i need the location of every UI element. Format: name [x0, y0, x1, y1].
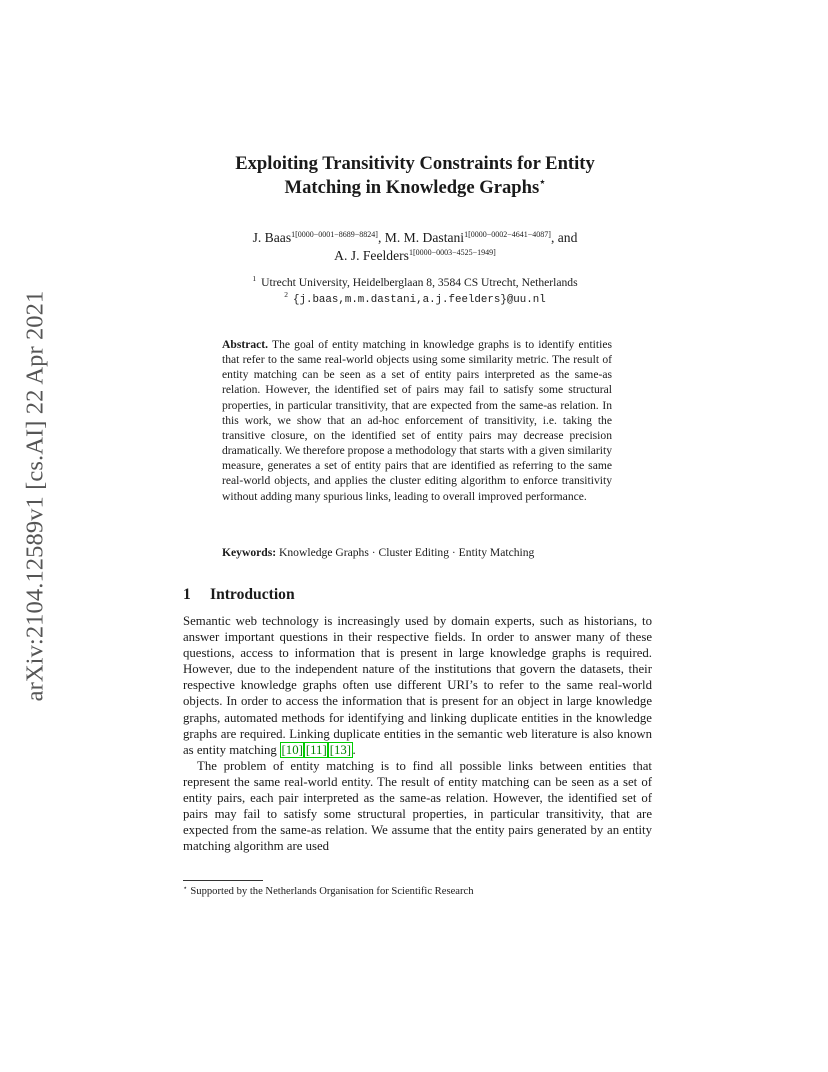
- abstract-text: The goal of entity matching in knowledge graphs is to identify entities that refer to the same real-world objects using some similarity metric. The result of entity matching can be seen as a set of entity pairs interpreted as the same-as relation. However, the identified set of pairs may fail to satisfy some structural properties, in particular transitivity, that are expected from the same-as relation. In this work, we show that an ad-hoc enforcement of transitivity, i.e. taking the transitive closure, on the identified set of entity pairs may decrease precision dramatically. We therefore propose a methodology that starts with a given similarity measure, generates a set of entity pairs that are identified as referring to the same real-world objects, and applies the cluster editing algorithm to enforce transitivity without adding many spurious links, leading to overall improved performance.: [222, 338, 612, 503]
- paper-title: [150, 152, 680, 200]
- affiliations: [150, 275, 680, 308]
- authors-line-2: [150, 247, 680, 265]
- section-number: 1: [183, 586, 191, 603]
- title-line-1: Exploiting Transitivity Constraints for Entity: [235, 153, 595, 174]
- citation-link[interactable]: [13]: [329, 742, 352, 757]
- author-3-name: A. J. Feelders: [334, 248, 409, 263]
- author-conjunction: , and: [550, 230, 578, 245]
- citation-link[interactable]: [10]: [281, 742, 303, 757]
- paragraph-2-text: The problem of entity matching is to find all possible links between entities that represent the same real-world entity. The result of entity matching can be seen as a set of entity pairs, each pair interpreted as the same-as relation. However, the identified set of pairs may fail to satisfy some structural properties, in particular transitivity, that are expected from the same-as relation. We assume that the entity pairs generated by an entity matching algorithm are used: [183, 758, 652, 854]
- paragraph-1: [183, 613, 652, 758]
- title-line-2: [150, 176, 680, 200]
- paragraph-1-end: .: [352, 742, 356, 757]
- paragraph-2: [183, 758, 652, 855]
- affiliation-1-number: 1: [252, 274, 257, 283]
- keywords-label: Keywords:: [222, 546, 277, 559]
- author-3-orcid: 1[0000−0003−4525−1949]: [408, 248, 496, 257]
- abstract: [222, 337, 612, 504]
- title-footnote-mark: ⋆: [539, 177, 546, 188]
- affiliation-1-text: Utrecht University, Heidelberglaan 8, 3584 CS Utrecht, Netherlands: [261, 276, 578, 289]
- affiliation-1: [150, 275, 680, 291]
- introduction-body: [183, 613, 652, 854]
- author-list: [150, 229, 680, 265]
- keywords-text: Knowledge Graphs · Cluster Editing · Entity Matching: [279, 546, 535, 559]
- author-2-orcid: 1[0000−0002−4641−4087]: [464, 230, 551, 239]
- affiliation-2: [150, 291, 680, 308]
- citation-link[interactable]: [11]: [305, 742, 327, 757]
- authors-line-1: J. Baas$^{1[0000-0001-8689-8824]}$, M. M. Dastani$^{1[0000-0002-4641-4087]}$, and: [252, 230, 578, 245]
- author-2-name: M. M. Dastani: [384, 230, 465, 245]
- footnote: [183, 885, 474, 899]
- section-title: Introduction: [210, 586, 295, 603]
- affiliation-2-number: 2: [284, 290, 289, 299]
- author-1-orcid: 1[0000−0001−8689−8824]: [291, 230, 378, 239]
- arxiv-identifier: [8, 290, 62, 702]
- title-line-2-text: Matching in Knowledge Graphs: [284, 177, 540, 198]
- footnote-rule: [183, 880, 263, 881]
- footnote-text: Supported by the Netherlands Organisation for Scientific Research: [190, 886, 474, 897]
- abstract-label: Abstract.: [222, 338, 269, 351]
- author-emails: {j.baas,m.m.dastani,a.j.feelders}@uu.nl: [293, 294, 546, 306]
- paragraph-1-text: Semantic web technology is increasingly used by domain experts, such as historians, to answer important questions in their respective fields. In order to answer many of these questions, access to information that is present in large knowledge graphs is required. However, due to the independent nature of the institutions that govern the datasets, their respective knowledge graphs often use different URI’s to refer to the same real-world objects. In order to access the information that is present for an object in large knowledge graphs, automated methods for identifying and linking duplicate entities in the knowledge graphs are required. Linking duplicate entities in the semantic web literature is also known as entity matching: [183, 614, 652, 757]
- footnote-mark: ⋆: [183, 884, 188, 892]
- author-1-name: J. Baas: [252, 230, 292, 245]
- arxiv-id-text: arXiv:2104.12589v1 [cs.AI] 22 Apr 2021: [21, 290, 48, 702]
- keywords: [222, 545, 612, 560]
- section-heading: [183, 585, 295, 605]
